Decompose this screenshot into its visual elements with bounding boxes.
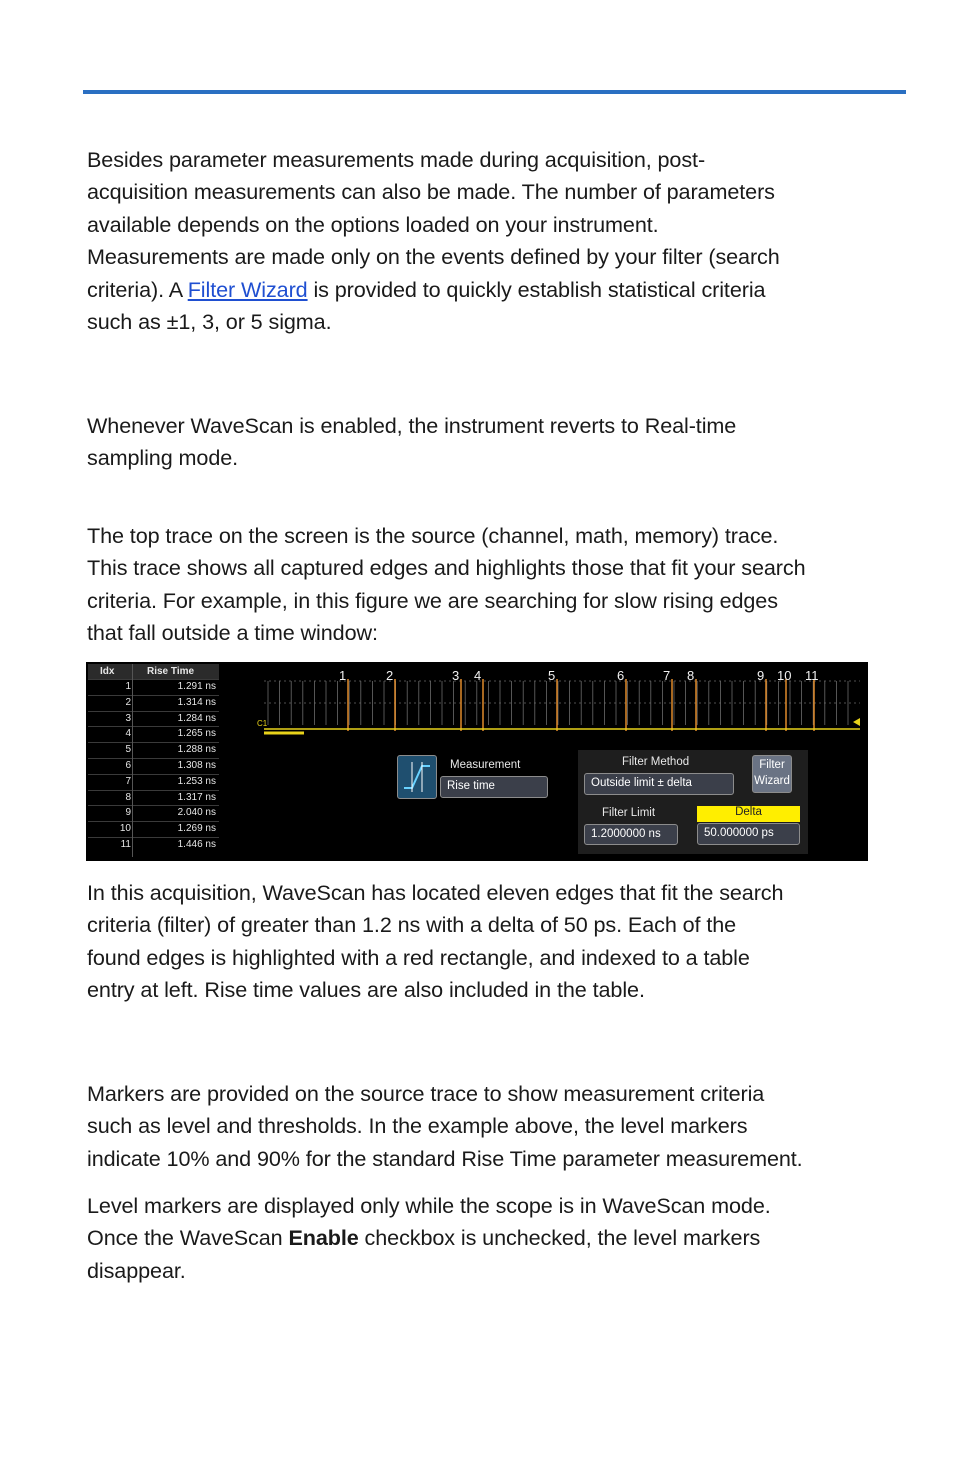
table-divider	[132, 664, 133, 857]
paragraph-level-markers	[87, 1190, 907, 1287]
row-rise-time: 1.284 ns	[177, 712, 216, 724]
row-index: 3	[125, 712, 131, 724]
text-line: such as level and thresholds. In the example above, the level markers	[87, 1113, 748, 1139]
text-line: The top trace on the screen is the source (channel, math, memory) trace.	[87, 523, 779, 548]
edge-marker-label: 10	[777, 668, 792, 683]
row-rise-time: 1.314 ns	[177, 696, 216, 708]
row-index: 1	[125, 681, 131, 692]
row-index: 9	[125, 807, 131, 819]
paragraph-realtime	[87, 410, 907, 475]
row-rise-time: 2.040 ns	[177, 807, 216, 819]
text-line: found edges is highlighted with a red rectangle, and indexed to a table	[87, 944, 750, 970]
delta-label: Delta	[697, 806, 800, 822]
edge-marker-label: 9	[757, 668, 765, 683]
delta-field[interactable]: 50.000000 ps	[697, 823, 800, 845]
row-rise-time: 1.446 ns	[177, 839, 216, 850]
row-rise-time: 1.265 ns	[177, 728, 216, 740]
filter-wizard-line2: Wizard	[754, 775, 790, 787]
table-row[interactable]	[88, 742, 219, 758]
filter-limit-field[interactable]: 1.2000000 ns	[584, 824, 678, 845]
edge-marker-label: 3	[452, 668, 460, 683]
table-row[interactable]	[88, 679, 219, 695]
rise-time-icon[interactable]	[397, 755, 437, 799]
source-trace	[264, 667, 860, 739]
filter-wizard-link[interactable]: Filter Wizard	[187, 276, 308, 302]
text-line: criteria (filter) of greater than 1.2 ns with a delta of 50 ps. Each of the	[87, 912, 737, 938]
text-line: sampling mode.	[87, 445, 239, 471]
text-line: entry at left. Rise time values are also included in the table.	[87, 977, 645, 1003]
text-line: indicate 10% and 90% for the standard Rise Time parameter measurement.	[87, 1145, 803, 1171]
table-row[interactable]	[88, 821, 219, 837]
text-line: Whenever WaveScan is enabled, the instrument reverts to Real-time	[87, 413, 737, 438]
text-line: Once the WaveScan	[87, 1225, 289, 1251]
paragraph-acquisition-result	[87, 877, 907, 1007]
edge-marker-label: 8	[687, 668, 695, 683]
row-rise-time: 1.253 ns	[177, 775, 216, 787]
table-row[interactable]	[88, 774, 219, 790]
row-index: 10	[119, 823, 131, 835]
text-line: This trace shows all captured edges and highlights those that fit your search	[87, 555, 806, 581]
text-line: criteria). A	[87, 276, 188, 302]
row-index: 4	[125, 728, 131, 740]
table-header	[88, 664, 219, 679]
text-line: criteria. For example, in this figure we are searching for slow rising edges	[87, 587, 778, 613]
paragraph-top-trace	[87, 520, 907, 650]
row-index: 11	[120, 839, 131, 850]
text-line: such as ±1, 3, or 5 sigma.	[87, 309, 332, 335]
edge-marker-label: 5	[548, 668, 556, 683]
edge-marker-label: 2	[386, 668, 394, 683]
text-line: checkbox is unchecked, the level markers	[358, 1225, 761, 1251]
channel-label: C1	[257, 719, 268, 728]
text-line: Level markers are displayed only while the scope is in WaveScan mode.	[87, 1193, 771, 1218]
table-row[interactable]	[88, 758, 219, 774]
row-rise-time: 1.317 ns	[177, 791, 216, 803]
table-row[interactable]	[88, 695, 219, 711]
measurement-select[interactable]: Rise time	[440, 776, 548, 798]
text-line: available depends on the options loaded on your instrument.	[87, 211, 659, 237]
filter-method-label: Filter Method	[622, 756, 690, 768]
filter-method-select[interactable]: Outside limit ± delta	[584, 773, 734, 795]
rise-time-table	[88, 664, 219, 857]
row-rise-time: 1.288 ns	[177, 744, 216, 756]
text-line: is provided to quickly establish statistical criteria	[307, 276, 766, 302]
text-line: Markers are provided on the source trace to show measurement criteria	[87, 1081, 765, 1106]
row-rise-time: 1.308 ns	[177, 760, 216, 771]
edge-marker-label: 11	[805, 668, 819, 683]
enable-keyword: Enable	[288, 1225, 359, 1251]
text-line: In this acquisition, WaveScan has located eleven edges that fit the search	[87, 880, 784, 905]
row-index: 2	[125, 696, 131, 708]
row-rise-time: 1.291 ns	[177, 681, 216, 692]
row-index: 8	[125, 791, 131, 803]
row-index: 6	[125, 760, 131, 771]
trigger-level-icon	[853, 718, 860, 726]
filter-wizard-button[interactable]	[752, 755, 792, 793]
table-row[interactable]	[88, 805, 219, 821]
text-line: acquisition measurements can also be made. The number of parameters	[87, 179, 775, 205]
text-line: disappear.	[87, 1257, 186, 1283]
text-line: that fall outside a time window:	[87, 620, 378, 646]
table-row[interactable]	[88, 837, 219, 853]
measurement-label: Measurement	[450, 759, 521, 771]
paragraph-markers	[87, 1078, 907, 1175]
edge-marker-label: 7	[663, 668, 671, 683]
edge-marker-label: 4	[474, 668, 482, 683]
edge-marker-label: 6	[617, 668, 625, 683]
table-row[interactable]	[88, 711, 219, 727]
table-row[interactable]	[88, 726, 219, 742]
edge-marker-label: 1	[339, 668, 347, 683]
filter-wizard-line1: Filter	[759, 759, 785, 771]
paragraph-post-acquisition	[87, 144, 907, 338]
row-rise-time: 1.269 ns	[177, 823, 216, 835]
table-row[interactable]	[88, 790, 219, 806]
row-index: 7	[125, 775, 131, 787]
text-line: Besides parameter measurements made during acquisition, post-	[87, 147, 706, 172]
column-header-rise-time: Rise Time	[147, 666, 195, 677]
column-header-idx: Idx	[100, 666, 115, 677]
header-rule	[83, 90, 906, 94]
wavescan-screenshot	[86, 662, 868, 861]
text-line: Measurements are made only on the events defined by your filter (search	[87, 244, 780, 270]
row-index: 5	[125, 744, 131, 756]
filter-limit-label: Filter Limit	[602, 807, 656, 819]
